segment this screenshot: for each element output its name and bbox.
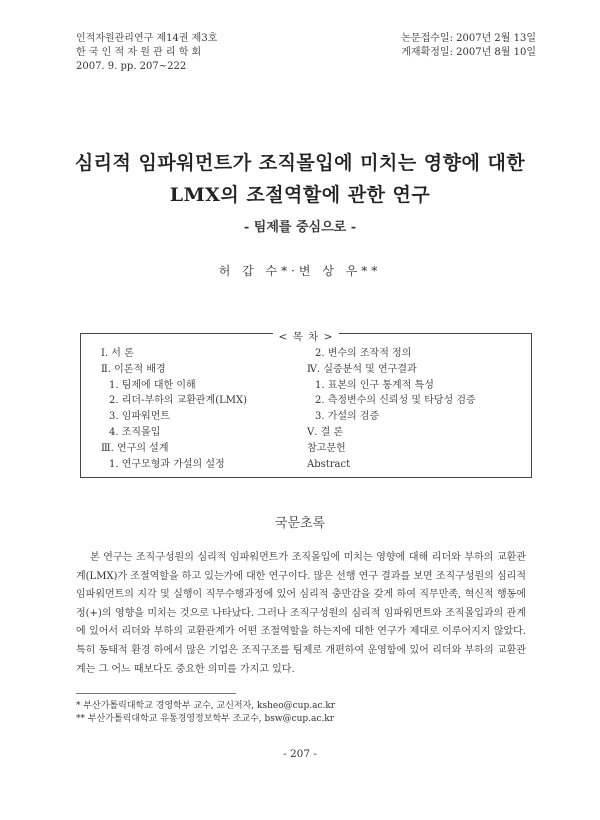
toc-item: Ⅴ. 결 론 <box>307 426 344 438</box>
society-name: 한 국 인 적 자 원 관 리 학 회 <box>76 47 202 58</box>
toc-item: 1. 팀제에 대한 이해 <box>109 379 196 391</box>
paper-title-line1: 심리적 임파워먼트가 조직몰입에 미치는 영향에 대한 <box>74 152 526 174</box>
authors: 허 갑 수*·변 상 우** <box>218 264 382 278</box>
issue-info: 2007. 9. pp. 207~222 <box>76 61 187 72</box>
abstract-body: 본 연구는 조직구성원의 심리적 임파워먼트가 조직몰입에 미치는 영향에 대해 리더와 부하의 교환관계(LMX)가 조절역할을 하고 있는가에 대한 연구이다. 많은 선행 연구 결과를 보면 조직구성원의 심리적 임파워먼트의 지각 및 실행이 직무수행과정에 있어 심리적 충만감을 갖게 하여 직무만족, 혁신적 행동에 정(+)의 영향을 미치는 것으로 나타났다. 그러나 조직구성원의 심리적 임파워먼트와 조직몰입과의 관계에 있어서 리더와 부하의 교환관계가 어떤 조절역할을 하는지에 대한 연구가 제대로 이루어지지 않았다. 특히 동태적 환경 하에서 많은 기업은 조직구조를 팀제로 개편하여 운영함에 있어 리더와 부하의 교환관계는 그 어느 때보다도 중요한 의미를 가지고 있다. <box>76 552 526 675</box>
table-of-contents <box>80 333 532 478</box>
toc-item: 1. 연구모형과 가설의 설정 <box>109 458 225 470</box>
toc-column-right <box>307 346 476 472</box>
toc-item: Ⅱ. 이론적 배경 <box>101 363 166 375</box>
page-number: - 207 - <box>283 748 317 760</box>
toc-column-left <box>101 346 247 472</box>
toc-item: 2. 변수의 조작적 정의 <box>315 348 412 359</box>
abstract-title: 국문초록 <box>274 516 326 531</box>
toc-item: Ⅰ. 서 론 <box>101 348 134 359</box>
submission-dates <box>401 32 536 60</box>
journal-header <box>76 32 217 74</box>
toc-heading: < 목 차 > <box>273 331 340 343</box>
footnote-divider <box>76 693 236 694</box>
footnote-author1: * 부산가톨릭대학교 경영학부 교수, 교신저자, ksheo@cup.ac.kr <box>76 701 336 711</box>
paper-title-line2: LMX의 조절역할에 관한 연구 <box>169 184 431 206</box>
toc-item: 2. 측정변수의 신뢰성 및 타당성 검증 <box>315 395 476 407</box>
paper-subtitle: - 팀제를 중심으로 - <box>243 220 357 235</box>
toc-item: 3. 임파워먼트 <box>109 411 171 423</box>
toc-item: Abstract <box>307 458 351 470</box>
toc-item: 3. 가설의 검증 <box>315 411 380 423</box>
journal-name: 인적자원관리연구 제14권 제3호 <box>76 33 218 44</box>
accepted-date: 게재확정일: 2007년 8월 10일 <box>401 47 536 58</box>
toc-item: 2. 리더-부하의 교환관계(LMX) <box>109 395 248 407</box>
toc-item: 4. 조직몰입 <box>109 426 161 438</box>
toc-item: Ⅲ. 연구의 설계 <box>101 442 169 454</box>
toc-item: 1. 표본의 인구 통계적 특성 <box>315 379 434 391</box>
toc-item: 참고문헌 <box>307 442 346 454</box>
received-date: 논문접수일: 2007년 2월 13일 <box>401 33 536 44</box>
toc-item: Ⅳ. 실증분석 및 연구결과 <box>307 363 417 375</box>
footnote-author2: ** 부산가톨릭대학교 유통경영정보학부 조교수, bsw@cup.ac.kr <box>76 714 335 724</box>
